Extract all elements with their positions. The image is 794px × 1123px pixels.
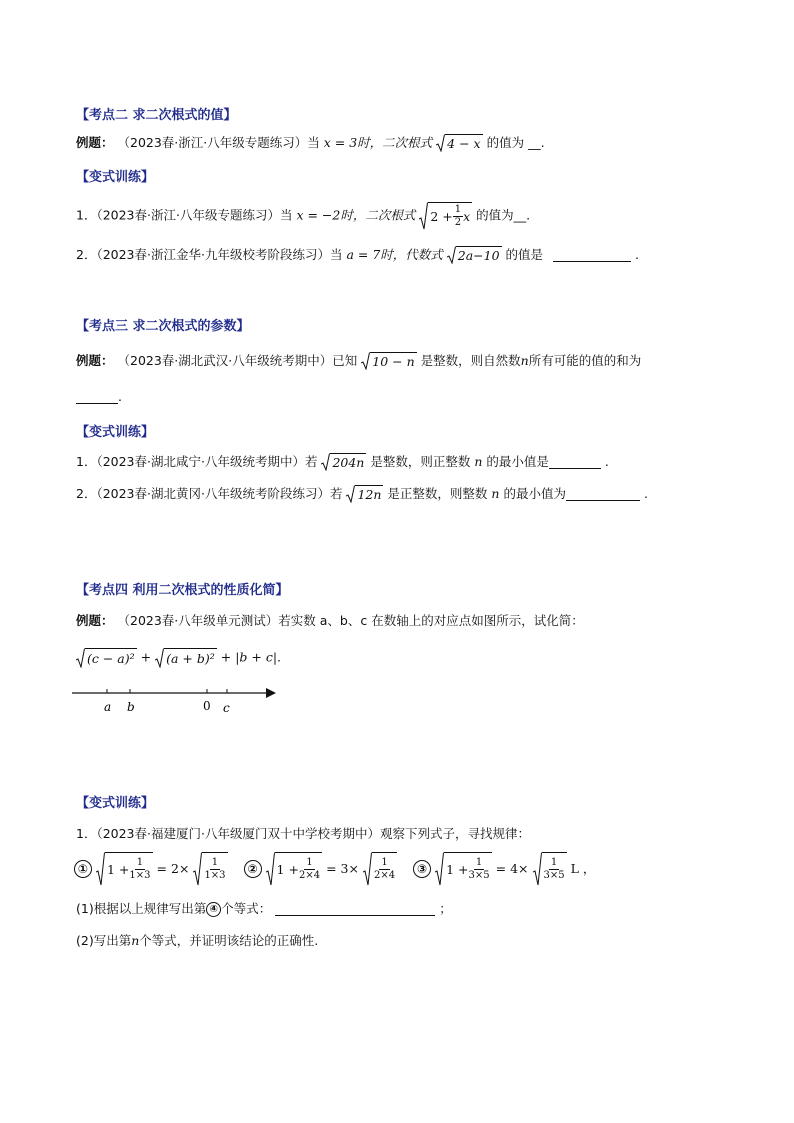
circled-number: ③ bbox=[413, 860, 431, 878]
sub2-text: (2)写出第 bbox=[76, 933, 132, 948]
fraction-numerator: 1 bbox=[475, 857, 483, 868]
fraction-denominator: 1×3 bbox=[204, 870, 226, 881]
answer-blank bbox=[566, 486, 640, 501]
fraction bbox=[299, 857, 320, 882]
q1-tail: 是整数，则正整数 bbox=[370, 454, 471, 469]
fraction-denominator: 3×5 bbox=[543, 870, 565, 881]
equals-sign: = bbox=[495, 861, 507, 876]
variable-n: n bbox=[491, 486, 500, 501]
circled-number: ④ bbox=[206, 902, 221, 917]
fraction-denominator: 1×3 bbox=[129, 870, 151, 881]
section3-q1 bbox=[76, 453, 609, 472]
q2-condition: a = 7时，代数式 bbox=[346, 247, 443, 262]
q2-tail: 是正整数，则整数 bbox=[387, 486, 488, 501]
section2-title: 【考点二 求二次根式的值】 bbox=[76, 108, 237, 123]
fraction-denominator: 2×4 bbox=[373, 870, 396, 881]
fraction-numerator: 1 bbox=[211, 857, 219, 868]
section3-train-title: 【变式训练】 bbox=[76, 425, 155, 440]
plus-sign: + bbox=[220, 649, 232, 665]
radical bbox=[361, 352, 416, 371]
radical bbox=[193, 852, 227, 886]
section2-train-title: 【变式训练】 bbox=[76, 170, 155, 185]
radical bbox=[76, 648, 137, 668]
circled-number: ② bbox=[244, 860, 262, 878]
radical bbox=[447, 246, 502, 265]
coefficient: 2× bbox=[171, 861, 190, 876]
radicand bbox=[542, 852, 567, 886]
example-tail: 的值为 __. bbox=[486, 135, 545, 150]
radical bbox=[321, 453, 366, 472]
section4-title: 【考点四 利用二次根式的性质化简】 bbox=[76, 583, 289, 598]
section3-example bbox=[76, 352, 641, 371]
radicand: 204n bbox=[332, 455, 365, 470]
absolute-value: |b + c| bbox=[235, 649, 278, 665]
section2-q2 bbox=[76, 246, 639, 265]
section2-q1 bbox=[76, 202, 530, 230]
section4-sub1 bbox=[76, 900, 452, 918]
q1-tail: 的值为__. bbox=[476, 207, 531, 223]
pattern-equations bbox=[74, 852, 595, 886]
radicand: (a + b)² bbox=[164, 648, 217, 668]
period: . bbox=[635, 247, 640, 262]
radical bbox=[346, 485, 383, 504]
q2-prefix: 2．（2023春·湖北黄冈·八年级统考阶段练习）若 bbox=[76, 486, 343, 501]
sub1-text: (1)根据以上规律写出第 bbox=[76, 901, 207, 916]
coefficient: 4× bbox=[510, 861, 529, 876]
label-a: a bbox=[104, 700, 112, 714]
equals-sign: = bbox=[326, 861, 337, 876]
equals-sign: = bbox=[156, 861, 167, 876]
variable-n: n bbox=[131, 933, 140, 948]
example-label: 例题： bbox=[76, 353, 114, 368]
radicand bbox=[105, 852, 153, 886]
q1-condition: x = −2时，二次根式 bbox=[296, 207, 416, 223]
radical bbox=[533, 852, 567, 886]
q1-prefix: 1．（2023春·浙江·八年级专题练习）当 bbox=[76, 207, 293, 223]
radical bbox=[96, 852, 153, 886]
fraction-numerator: 1 bbox=[306, 857, 313, 868]
example-tail: 是整数，则自然数 bbox=[420, 353, 521, 368]
radicand-part: 2 + bbox=[430, 208, 453, 224]
fraction-denominator: 2 bbox=[454, 217, 462, 228]
q1-prefix: 1．（2023春·湖北咸宁·八年级统考期中）若 bbox=[76, 454, 318, 469]
ellipsis-mark: L ， bbox=[570, 861, 596, 876]
radical bbox=[363, 852, 397, 886]
fraction bbox=[129, 857, 150, 882]
period: . bbox=[643, 486, 648, 501]
radicand: 2a−10 bbox=[457, 248, 500, 263]
semicolon: ； bbox=[439, 901, 452, 916]
section3-example-blank-line bbox=[76, 388, 122, 406]
example-source: （2023春·湖北武汉·八年级统考期中）已知 bbox=[117, 353, 358, 368]
radical bbox=[266, 852, 323, 886]
arrow-icon bbox=[266, 688, 276, 698]
radicand bbox=[202, 852, 227, 886]
radicand: 12n bbox=[357, 487, 382, 502]
q1-tail2: 的最小值是 bbox=[486, 454, 549, 469]
q2-tail2: 的最小值为 bbox=[503, 486, 566, 501]
section4-sub2 bbox=[76, 932, 318, 950]
radicand: (c − a)² bbox=[85, 648, 137, 668]
label-b: b bbox=[127, 700, 135, 714]
circled-number: ① bbox=[74, 860, 92, 878]
example-label: 例题： bbox=[76, 135, 114, 150]
radicand bbox=[372, 852, 397, 886]
radical bbox=[435, 852, 492, 886]
section4-q1: 1．（2023春·福建厦门·八年级厦门双十中学校考期中）观察下列式子，寻找规律： bbox=[76, 826, 530, 841]
radical bbox=[155, 648, 217, 668]
answer-blank bbox=[275, 901, 435, 916]
one-plus: 1 + bbox=[107, 861, 130, 877]
answer-blank bbox=[553, 247, 631, 262]
number-line bbox=[70, 684, 282, 716]
period: . bbox=[604, 454, 609, 469]
fraction bbox=[374, 857, 395, 882]
fraction-denominator: 3×5 bbox=[468, 870, 490, 881]
radicand bbox=[275, 852, 323, 886]
radicand: 4 − x bbox=[447, 136, 481, 151]
fraction-numerator: 1 bbox=[136, 857, 144, 868]
radicand: 10 − n bbox=[372, 354, 415, 369]
plus-sign: + bbox=[140, 649, 152, 665]
fraction-numerator: 1 bbox=[550, 857, 558, 868]
example-text: （2023春·八年级单元测试）若实数 a、b、c 在数轴上的对应点如图所示，试化简： bbox=[117, 613, 584, 628]
example-tail2: 所有可能的值的和为 bbox=[528, 353, 642, 368]
variable-n: n bbox=[520, 353, 529, 368]
fraction-denominator: 2×4 bbox=[298, 870, 321, 881]
section3-title: 【考点三 求二次根式的参数】 bbox=[76, 319, 250, 334]
fraction bbox=[469, 857, 490, 882]
section4-expression bbox=[76, 648, 281, 668]
sub1-text-b: 个等式： bbox=[221, 901, 272, 916]
section4-train-title: 【变式训练】 bbox=[76, 796, 155, 811]
radical bbox=[419, 202, 472, 230]
sub2-text-b: 个等式，并证明该结论的正确性. bbox=[139, 933, 319, 948]
section3-q2 bbox=[76, 485, 648, 504]
answer-blank bbox=[76, 389, 118, 404]
example-condition: x = 3时，二次根式 bbox=[323, 135, 433, 150]
one-plus: 1 + bbox=[276, 861, 299, 877]
fraction-numerator: 1 bbox=[454, 204, 462, 215]
radicand bbox=[428, 202, 472, 230]
fraction bbox=[544, 857, 565, 882]
fraction bbox=[204, 857, 225, 882]
section2-example bbox=[76, 134, 545, 153]
answer-blank bbox=[549, 454, 601, 469]
fraction-numerator: 1 bbox=[381, 857, 388, 868]
q2-prefix: 2．（2023春·浙江金华·九年级校考阶段练习）当 bbox=[76, 247, 343, 262]
variable-n: n bbox=[474, 454, 483, 469]
label-zero: 0 bbox=[203, 699, 211, 713]
example-label: 例题： bbox=[76, 613, 114, 628]
radicand bbox=[444, 852, 492, 886]
section4-example bbox=[76, 612, 584, 630]
label-c: c bbox=[223, 701, 230, 715]
period: . bbox=[118, 389, 122, 404]
radicand-var: x bbox=[463, 208, 471, 224]
coefficient: 3× bbox=[340, 861, 359, 876]
one-plus: 1 + bbox=[446, 861, 469, 877]
example-source: （2023春·浙江·八年级专题练习）当 bbox=[117, 135, 320, 150]
fraction bbox=[453, 204, 463, 229]
period: . bbox=[277, 649, 282, 665]
q2-tail: 的值是 bbox=[505, 247, 544, 262]
radical bbox=[436, 134, 482, 153]
